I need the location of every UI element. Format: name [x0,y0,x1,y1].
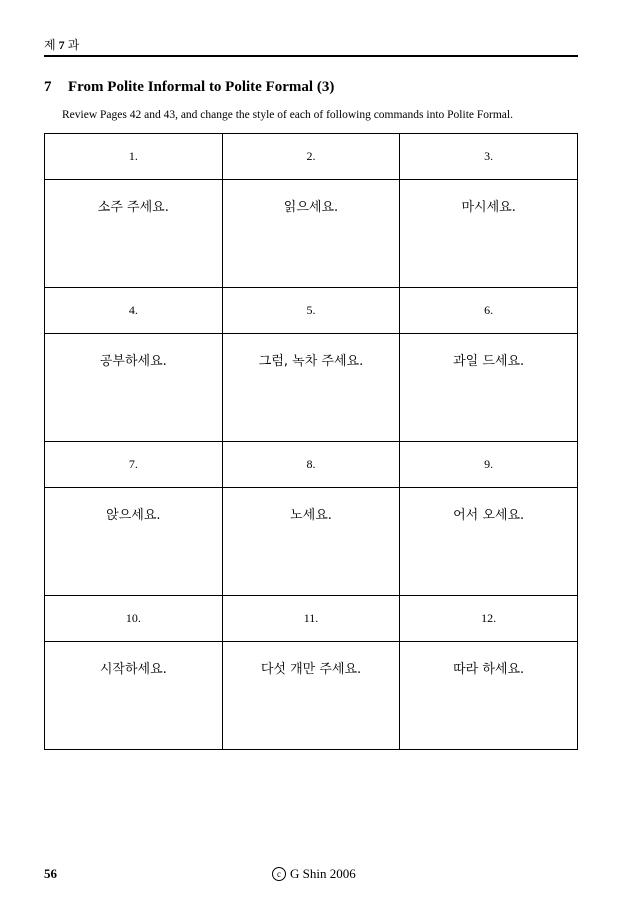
copyright-text: G Shin 2006 [290,866,356,881]
header-rule [44,55,578,57]
command-row [45,642,578,750]
chapter-header [44,36,79,53]
command-row [45,488,578,596]
command-row [45,334,578,442]
instruction-text: Review Pages 42 and 43, and change the style of each of following commands into Polite Formal. [62,109,513,121]
command-cell[interactable]: 과일 드세요. [400,334,578,442]
exercise-table [44,133,578,750]
item-number: 5. [222,288,400,334]
number-row [45,596,578,642]
chapter-number: 7 [58,38,65,52]
item-number: 10. [45,596,223,642]
command-cell[interactable]: 공부하세요. [45,334,223,442]
command-cell[interactable]: 마시세요. [400,180,578,288]
chapter-prefix: 제 [44,38,56,52]
command-cell[interactable]: 따라 하세요. [400,642,578,750]
number-row [45,442,578,488]
item-number: 8. [222,442,400,488]
number-row [45,134,578,180]
copyright-icon: c [272,867,286,881]
item-number: 1. [45,134,223,180]
chapter-suffix: 과 [67,38,80,52]
item-number: 7. [45,442,223,488]
command-cell[interactable]: 노세요. [222,488,400,596]
command-cell[interactable]: 어서 오세요. [400,488,578,596]
section-number: 7 [44,79,52,95]
item-number: 4. [45,288,223,334]
page-number: 56 [44,866,57,881]
command-row [45,180,578,288]
item-number: 3. [400,134,578,180]
section-title-text: From Polite Informal to Polite Formal (3) [68,79,335,95]
item-number: 9. [400,442,578,488]
command-cell[interactable]: 그럼, 녹차 주세요. [222,334,400,442]
command-cell[interactable]: 소주 주세요. [45,180,223,288]
command-cell[interactable]: 시작하세요. [45,642,223,750]
item-number: 11. [222,596,400,642]
copyright [272,866,356,882]
number-row [45,288,578,334]
command-cell[interactable]: 앉으세요. [45,488,223,596]
item-number: 2. [222,134,400,180]
item-number: 6. [400,288,578,334]
command-cell[interactable]: 다섯 개만 주세요. [222,642,400,750]
section-title [44,79,334,96]
item-number: 12. [400,596,578,642]
command-cell[interactable]: 읽으세요. [222,180,400,288]
